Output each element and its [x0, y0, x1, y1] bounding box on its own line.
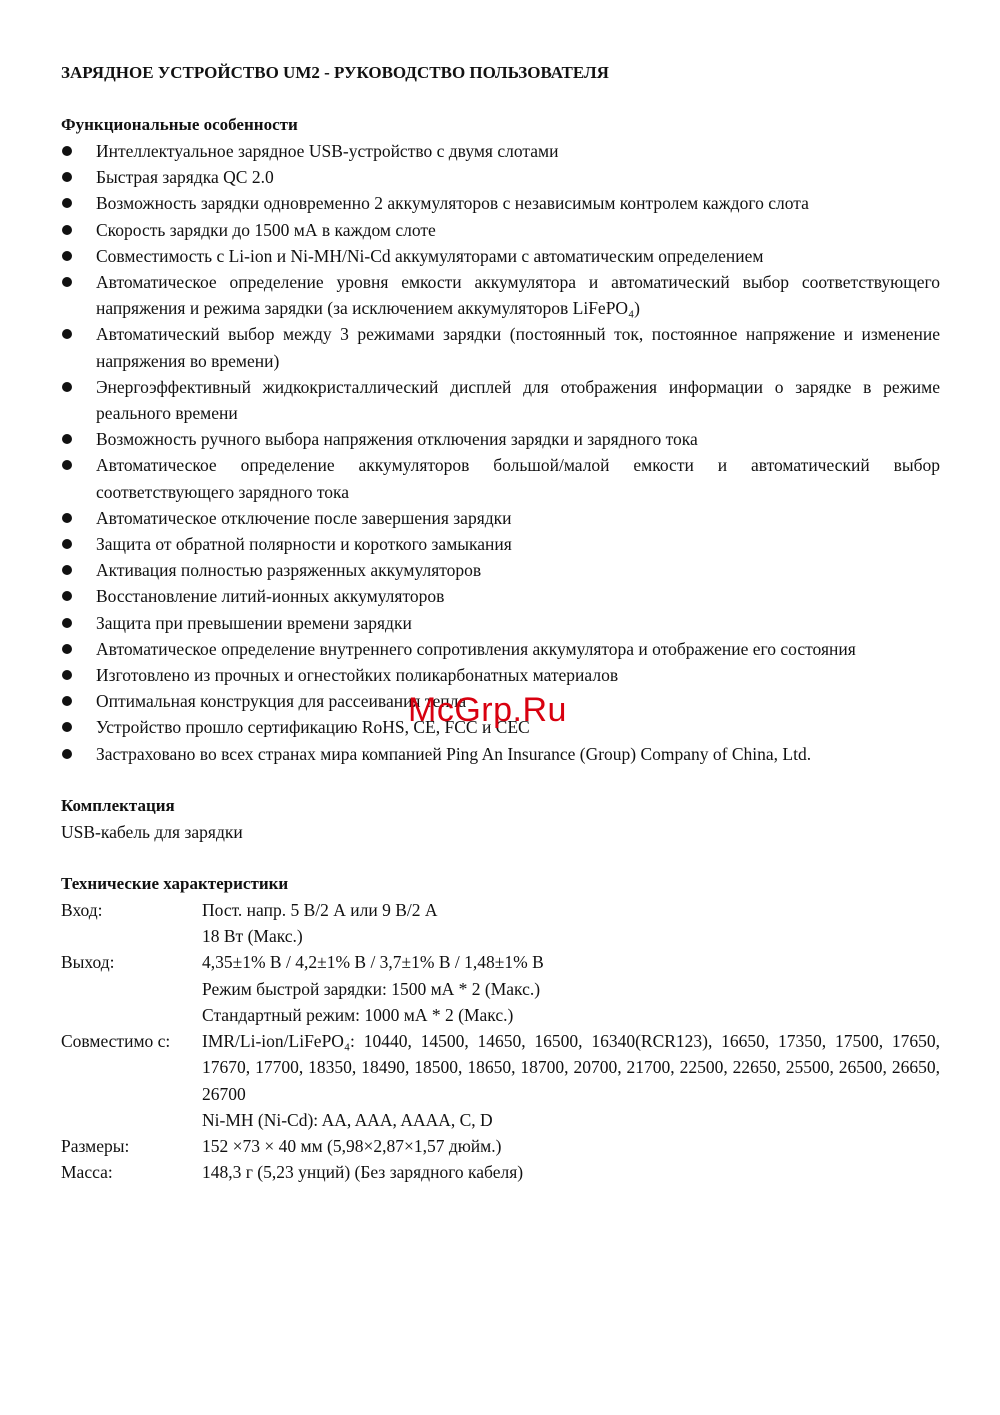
- document-title: ЗАРЯДНОЕ УСТРОЙСТВО UM2 - РУКОВОДСТВО ПОЛЬЗОВАТЕЛЯ: [61, 63, 609, 82]
- package-text: USB-кабель для зарядки: [61, 821, 243, 842]
- bullet-icon: [62, 696, 72, 706]
- feature-text: Возможность зарядки одновременно 2 аккумуляторов с независимым контролем каждого слота: [96, 193, 809, 214]
- spec-line: 4,35±1% В / 4,2±1% В / 3,7±1% В / 1,48±1% В: [202, 952, 544, 973]
- spec-row-input: [61, 897, 940, 949]
- spec-line: Режим быстрой зарядки: 1500 мА * 2 (Макс.): [202, 978, 541, 999]
- spec-line: IMR/Li-ion/LiFePO₄: 10440, 14500, 14650, 16500, 16340(RCR123), 16650, 17350, 17500, 17650, 17670, 17700, 18350, 18490, 18500, 18650, 18700, 20700, 21700, 22500, 22650, 25500, 26500, 26650, 26700: [202, 1031, 940, 1104]
- feature-item: [61, 164, 940, 190]
- feature-text: Оптимальная конструкция для рассеивания тепла: [96, 691, 467, 712]
- feature-item: [61, 217, 940, 243]
- feature-item: [61, 741, 940, 767]
- spec-value: [202, 949, 940, 1028]
- feature-item: [61, 190, 940, 216]
- feature-item: [61, 557, 940, 583]
- bullet-icon: [62, 644, 72, 654]
- bullet-icon: [62, 460, 72, 470]
- feature-item: [61, 426, 940, 452]
- bullet-icon: [62, 539, 72, 549]
- watermark: McGrp.Ru: [408, 691, 567, 729]
- feature-item: [61, 374, 940, 426]
- spec-line: Ni-MH (Ni-Cd): AA, AAA, AAAA, C, D: [202, 1109, 493, 1130]
- spec-row-output: [61, 949, 940, 1028]
- feature-item: [61, 138, 940, 164]
- feature-item: [61, 452, 940, 504]
- bullet-icon: [62, 251, 72, 261]
- feature-item: [61, 636, 940, 662]
- features-heading: Функциональные особенности: [61, 115, 298, 134]
- spec-value: 148,3 г (5,23 унций) (Без зарядного кабеля): [202, 1162, 524, 1183]
- feature-text: Застраховано во всех странах мира компанией Ping An Insurance (Group) Company of China, Ltd.: [96, 743, 812, 764]
- bullet-icon: [62, 146, 72, 156]
- feature-text: Автоматическое отключение после завершения зарядки: [96, 507, 512, 528]
- feature-text: Возможность ручного выбора напряжения отключения зарядки и зарядного тока: [96, 429, 698, 450]
- spec-row-mass: [61, 1159, 940, 1185]
- spec-line: Пост. напр. 5 В/2 А или 9 В/2 А: [202, 900, 438, 921]
- feature-text: Энергоэффективный жидкокристаллический дисплей для отображения информации о зарядке в режиме реального времени: [96, 376, 940, 424]
- feature-text: Автоматическое определение внутреннего сопротивления аккумулятора и отображение его состояния: [96, 638, 856, 659]
- feature-text: Автоматический выбор между 3 режимами зарядки (постоянный ток, постоянное напряжение и изменение напряжения во времени): [96, 324, 940, 371]
- feature-item: [61, 583, 940, 609]
- spec-label: Размеры:: [61, 1135, 130, 1156]
- feature-item: [61, 243, 940, 269]
- feature-item: [61, 531, 940, 557]
- specs-heading: Технические характеристики: [61, 874, 289, 894]
- bullet-icon: [62, 198, 72, 208]
- feature-text: Восстановление литий-ионных аккумуляторов: [96, 586, 445, 607]
- feature-text: Изготовлено из прочных и огнестойких поликарбонатных материалов: [96, 665, 619, 686]
- document-page: [61, 60, 940, 1185]
- spec-line: Стандартный режим: 1000 мА * 2 (Макс.): [202, 1004, 514, 1025]
- spec-row-compat: [61, 1028, 940, 1133]
- bullet-icon: [62, 722, 72, 732]
- bullet-icon: [62, 225, 72, 235]
- bullet-icon: [62, 172, 72, 182]
- spec-value: 152 ×73 × 40 мм (5,98×2,87×1,57 дюйм.): [202, 1135, 502, 1156]
- feature-text: Быстрая зарядка QC 2.0: [96, 167, 274, 188]
- feature-item: [61, 321, 940, 373]
- feature-item: [61, 269, 940, 321]
- spec-label: Совместимо с:: [61, 1031, 171, 1052]
- bullet-icon: [62, 565, 72, 575]
- spec-value: [202, 1028, 940, 1133]
- spec-row-size: [61, 1133, 940, 1159]
- feature-item: [61, 662, 940, 688]
- package-heading: Комплектация: [61, 795, 175, 815]
- spec-line: 18 Вт (Макс.): [202, 926, 303, 947]
- bullet-icon: [62, 591, 72, 601]
- feature-item: [61, 505, 940, 531]
- feature-text: Активация полностью разряженных аккумуляторов: [96, 560, 482, 581]
- feature-text: Автоматическое определение уровня емкости аккумулятора и автоматический выбор соответствующего напряжения и режима зарядки (за исключением аккумуляторов LiFePO₄): [96, 272, 940, 319]
- feature-text: Совместимость с Li-ion и Ni-MH/Ni-Cd аккумуляторами с автоматическим определением: [96, 245, 764, 266]
- feature-item: [61, 610, 940, 636]
- bullet-icon: [62, 513, 72, 523]
- bullet-icon: [62, 749, 72, 759]
- bullet-icon: [62, 277, 72, 287]
- feature-text: Автоматическое определение аккумуляторов большой/малой емкости и автоматический выбор соответствующего зарядного тока: [96, 455, 940, 502]
- bullet-icon: [62, 329, 72, 339]
- feature-text: Защита от обратной полярности и короткого замыкания: [96, 534, 512, 555]
- features-list: [61, 138, 940, 767]
- feature-text: Интеллектуальное зарядное USB-устройство с двумя слотами: [96, 141, 559, 161]
- feature-text: Защита при превышении времени зарядки: [96, 612, 412, 633]
- spec-label: Масса:: [61, 1162, 113, 1183]
- spec-label: Выход:: [61, 952, 115, 973]
- bullet-icon: [62, 670, 72, 680]
- bullet-icon: [62, 382, 72, 392]
- feature-text: Устройство прошло сертификацию RoHS, CE, FCC и CEC: [96, 717, 530, 738]
- bullet-icon: [62, 434, 72, 444]
- spec-label: Вход:: [61, 900, 103, 921]
- specs-table: [61, 897, 940, 1185]
- spec-value: [202, 897, 940, 949]
- bullet-icon: [62, 618, 72, 628]
- feature-text: Скорость зарядки до 1500 мА в каждом слоте: [96, 219, 436, 240]
